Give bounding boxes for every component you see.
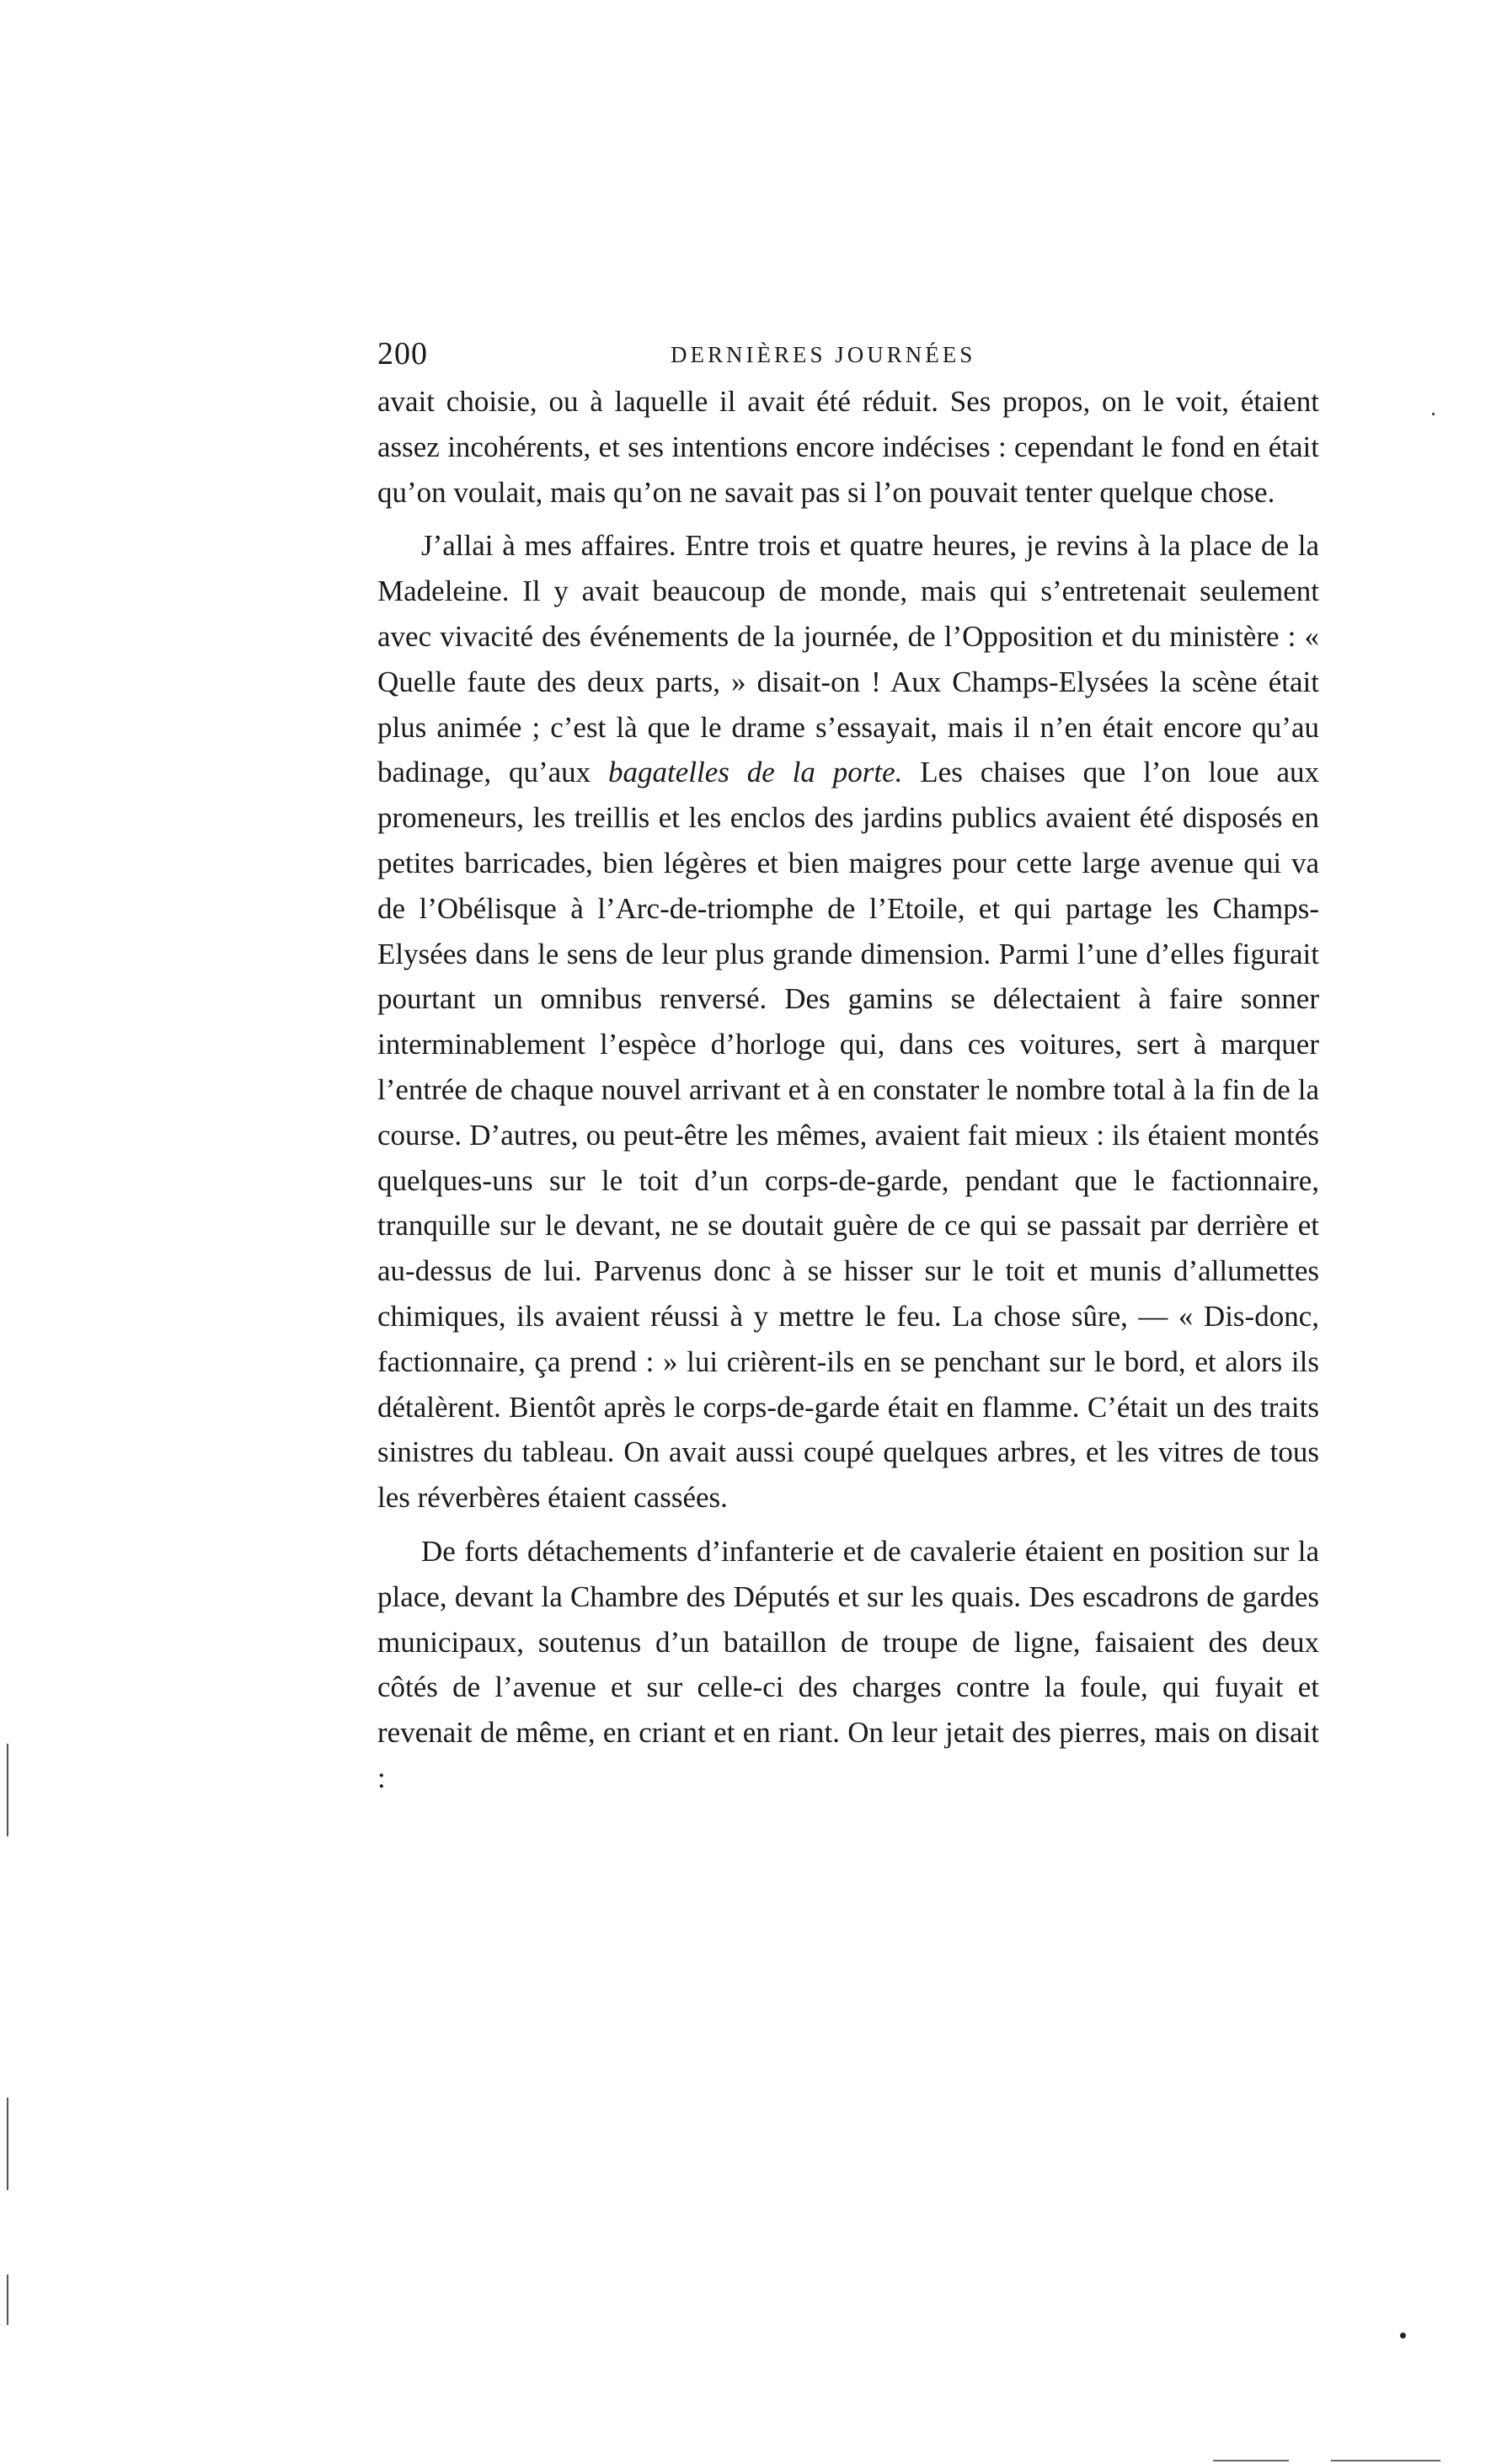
paragraph-continuation: avait choisie, ou à laquelle il avait été réduit. Ses propos, on le voit, étaient assez incohérents, et ses intentions encore indécises : cependant le fond en était qu’on voulait, mais qu’on ne savait pas si l’on pouvait tenter quelque chose. bbox=[377, 385, 1319, 509]
italic-phrase: bagatelles de la porte. bbox=[608, 756, 903, 789]
page-header bbox=[377, 335, 1321, 377]
scan-dash bbox=[1213, 2460, 1289, 2461]
running-title: DERNIÈRES JOURNÉES bbox=[671, 342, 976, 367]
scan-edge-mark bbox=[7, 2098, 8, 2190]
scan-dot bbox=[1432, 413, 1435, 415]
page-number: 200 bbox=[377, 336, 428, 371]
paragraph-text: J’allai à mes affaires. Entre trois et quatre heures, je revins à la place de la Madeleine. Il y avait beaucoup de monde, mais qui s’entretenait seulement avec vivacité des événements de la journée, de l’Opposition et du ministère : « Quelle faute des deux parts, » disait-on ! Aux Champs-Elysées la scène était plus animée ; c’est là que le drame s’essayait, mais il n’en était encore qu’au badinage, qu’aux bbox=[377, 529, 1319, 789]
paragraph bbox=[377, 523, 1319, 1521]
paragraph: De forts détachements d’infanterie et de cavalerie étaient en position sur la place, devant la Chambre des Députés et sur les quais. Des escadrons de gardes municipaux, soutenus d’un bataillon de troupe de ligne, faisaient des deux côtés de l’avenue et sur celle-ci des charges contre la foule, qui fuyait et revenait de même, en criant et en riant. On leur jetait des pierres, mais on disait : bbox=[377, 1534, 1319, 1794]
paragraph-text: Les chaises que l’on loue aux promeneurs, les treillis et les enclos des jardins publics avaient été disposés en petites barricades, bien légères et bien maigres pour cette large avenue qui va de l’Obélisque à l’Arc-de-triomphe de l’Etoile, et qui partage les Champs-Elysées dans le sens de leur plus grande dimension. Parmi l’une d’elles figurait pourtant un omnibus renversé. Des gamins se délectaient à faire sonner interminablement l’espèce d’horloge qui, dans ces voitures, sert à marquer l’entrée de chaque nouvel arrivant et à en constater le nombre total à la fin de la course. D’autres, ou peut-être les mêmes, avaient fait mieux : ils étaient montés quelques-uns sur le toit d’un corps-de-garde, pendant que le factionnaire, tranquille sur le devant, ne se doutait guère de ce qui se passait par derrière et au-dessus de lui. Parvenus donc à se hisser sur le toit et munis d’allumettes chimiques, ils avaient réussi à y mettre le feu. La chose sûre, — « Dis-donc, factionnaire, ça prend : » lui crièrent-ils en se penchant sur le bord, et alors ils détalèrent. Bientôt après le corps-de-garde était en flamme. C’était un des traits sinistres du tableau. On avait aussi coupé quelques arbres, et les vitres de tous les réverbères étaient cassées. bbox=[377, 756, 1319, 1515]
scan-dot bbox=[1400, 2333, 1406, 2338]
scan-dash bbox=[1331, 2460, 1440, 2461]
body-text bbox=[377, 379, 1319, 1801]
scan-edge-mark bbox=[7, 2274, 8, 2325]
scan-edge-mark bbox=[7, 1744, 8, 1836]
